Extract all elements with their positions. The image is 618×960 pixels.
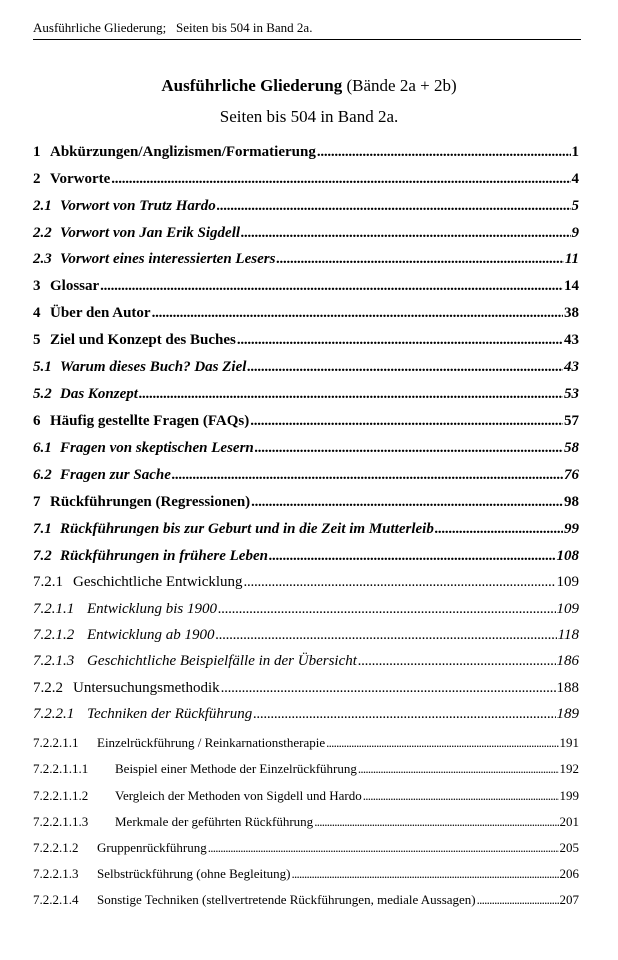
toc-label: Einzelrückführung / Reinkarnationstherapie (97, 735, 326, 750)
toc-page: 99 (564, 521, 579, 537)
toc-page: 43 (564, 359, 579, 375)
toc-entry[interactable] (33, 627, 579, 644)
title-rest: (Bände 2a + 2b) (342, 76, 457, 95)
toc-page: 53 (564, 386, 579, 402)
toc-page: 1 (571, 144, 579, 160)
toc-page: 207 (559, 892, 579, 907)
toc-leader (292, 866, 559, 882)
toc-entry[interactable] (33, 892, 579, 908)
toc-page: 206 (559, 866, 579, 881)
toc-number: 5.1 (33, 359, 52, 375)
toc-label: Fragen von skeptischen Lesern (60, 440, 254, 456)
toc-entry[interactable] (33, 440, 579, 457)
toc-entry[interactable] (33, 332, 579, 349)
toc-leader (253, 706, 555, 723)
toc-number: 6.2 (33, 467, 52, 483)
title-bold: Ausführliche Gliederung (161, 76, 343, 95)
toc-leader (244, 574, 556, 591)
toc-label: Rückführungen bis zur Geburt und in die Zeit im Mutterleib (60, 521, 434, 537)
toc-number: 4 (33, 305, 41, 321)
toc-label: Glossar (50, 278, 100, 294)
running-header: Ausführliche Gliederung; Seiten bis 504 in Band 2a. (33, 20, 313, 35)
toc-number: 7.2.2.1.3 (33, 866, 79, 881)
toc-number: 7.1 (33, 521, 52, 537)
toc-label: Selbstrückführung (ohne Begleitung) (97, 866, 291, 881)
toc-leader (363, 788, 559, 804)
toc-page: 109 (556, 574, 579, 590)
toc-leader (100, 278, 563, 295)
page-subtitle: Seiten bis 504 in Band 2a. (219, 107, 399, 126)
toc-label: Vorwort von Jan Erik Sigdell (60, 225, 241, 241)
toc-entry[interactable] (33, 735, 579, 751)
header-rule (33, 39, 581, 40)
toc-label: Vorwort von Trutz Hardo (60, 198, 216, 214)
toc-page: 57 (564, 413, 579, 429)
toc-page: 43 (564, 332, 579, 348)
toc-page: 109 (556, 601, 579, 617)
toc-label: Über den Autor (50, 305, 151, 321)
toc-page: 14 (564, 278, 579, 294)
toc-number: 2.2 (33, 225, 52, 241)
toc-leader (216, 627, 557, 644)
toc-leader (221, 680, 556, 697)
toc-entry[interactable] (33, 359, 579, 376)
toc-entry[interactable] (33, 494, 579, 511)
toc-number: 1 (33, 144, 41, 160)
toc-page: 9 (571, 225, 579, 241)
toc-page: 205 (559, 840, 579, 855)
toc-label: Geschichtliche Beispielfälle in der Übersicht (87, 653, 357, 669)
toc-label: Geschichtliche Entwicklung (73, 574, 243, 590)
toc-label: Vorwort eines interessierten Lesers (60, 251, 276, 267)
toc-number: 7.2.2.1.4 (33, 892, 79, 907)
toc-leader (251, 494, 563, 511)
toc-page: 201 (559, 814, 579, 829)
toc-number: 3 (33, 278, 41, 294)
toc-leader (237, 332, 563, 349)
toc-leader (269, 548, 556, 565)
toc-number: 7.2.1.2 (33, 627, 75, 643)
toc-number: 7.2 (33, 548, 52, 564)
toc-leader (314, 814, 558, 830)
toc-entry[interactable] (33, 171, 579, 188)
toc-number: 7.2.2.1.1.2 (33, 788, 89, 803)
toc-number: 7.2.2.1.1.1 (33, 761, 89, 776)
toc-entry[interactable] (33, 866, 579, 882)
toc-leader (172, 467, 563, 484)
toc-entry[interactable] (33, 653, 579, 670)
toc-label: Vorworte (50, 171, 111, 187)
toc-leader (358, 761, 559, 777)
toc-number: 7.2.1.3 (33, 653, 75, 669)
toc-entry[interactable] (33, 574, 579, 591)
toc-leader (247, 359, 563, 376)
toc-page: 108 (556, 548, 579, 564)
toc-leader (358, 653, 556, 670)
toc-leader (152, 305, 563, 322)
toc-page: 4 (571, 171, 579, 187)
toc-leader (241, 225, 570, 242)
toc-entry[interactable] (33, 814, 579, 830)
toc-entry[interactable] (33, 413, 579, 430)
toc-leader (255, 440, 563, 457)
toc-entry[interactable] (33, 761, 579, 777)
toc-label: Untersuchungsmethodik (73, 680, 220, 696)
toc-leader (477, 892, 559, 908)
toc-leader (218, 601, 556, 618)
toc-page: 186 (556, 653, 579, 669)
toc-label: Rückführungen in frühere Leben (60, 548, 268, 564)
toc-leader (326, 735, 558, 751)
toc-label: Vergleich der Methoden von Sigdell und Hardo (115, 788, 362, 803)
toc-entry[interactable] (33, 278, 579, 295)
toc-label: Entwicklung ab 1900 (87, 627, 215, 643)
toc-page: 58 (564, 440, 579, 456)
toc-label: Rückführungen (Regressionen) (50, 494, 251, 510)
toc-label: Warum dieses Buch? Das Ziel (60, 359, 247, 375)
toc-label: Fragen zur Sache (60, 467, 171, 483)
toc-label: Sonstige Techniken (stellvertretende Rückführungen, mediale Aussagen) (97, 892, 476, 907)
toc-entry[interactable] (33, 144, 579, 161)
toc-number: 6.1 (33, 440, 52, 456)
toc-number: 7.2.2.1.1 (33, 735, 79, 750)
toc-label: Häufig gestellte Fragen (FAQs) (50, 413, 250, 429)
toc-page: 189 (556, 706, 579, 722)
toc-number: 2.1 (33, 198, 52, 214)
toc-number: 7.2.2.1.1.3 (33, 814, 89, 829)
toc-number: 2 (33, 171, 41, 187)
toc-leader (111, 171, 570, 188)
toc-number: 6 (33, 413, 41, 429)
toc-page: 199 (559, 788, 579, 803)
toc-leader (276, 251, 563, 268)
toc-page: 191 (559, 735, 579, 750)
toc-page: 76 (564, 467, 579, 483)
toc-number: 2.3 (33, 251, 52, 267)
toc-number: 7 (33, 494, 41, 510)
toc-page: 5 (571, 198, 579, 214)
toc-leader (435, 521, 563, 538)
toc-label: Ziel und Konzept des Buches (50, 332, 236, 348)
toc-label: Merkmale der geführten Rückführung (115, 814, 314, 829)
toc-entry[interactable] (33, 305, 579, 322)
toc-label: Abkürzungen/Anglizismen/Formatierung (50, 144, 316, 160)
toc-entry[interactable] (33, 601, 579, 618)
toc-entry[interactable] (33, 548, 579, 565)
toc-entry[interactable] (33, 706, 579, 723)
toc-number: 7.2.1.1 (33, 601, 75, 617)
toc-leader (317, 144, 571, 161)
toc-entry[interactable] (33, 788, 579, 804)
toc-page: 192 (559, 761, 579, 776)
toc-entry[interactable] (33, 198, 579, 215)
toc-number: 5.2 (33, 386, 52, 402)
toc-page: 11 (564, 251, 579, 267)
toc-label: Gruppenrückführung (97, 840, 207, 855)
toc-leader (208, 840, 559, 856)
toc-number: 5 (33, 332, 41, 348)
toc-label: Beispiel einer Methode der Einzelrückführung (115, 761, 357, 776)
toc-page: 118 (557, 627, 579, 643)
toc-label: Das Konzept (60, 386, 138, 402)
toc-number: 7.2.1 (33, 574, 63, 590)
toc-leader (139, 386, 563, 403)
toc-label: Techniken der Rückführung (87, 706, 253, 722)
toc-number: 7.2.2.1.2 (33, 840, 79, 855)
toc-number: 7.2.2.1 (33, 706, 75, 722)
toc-page: 98 (564, 494, 579, 510)
page-title (0, 76, 618, 96)
toc-page: 188 (556, 680, 579, 696)
toc-leader (217, 198, 571, 215)
toc-entry[interactable] (33, 521, 579, 538)
toc-entry[interactable] (33, 386, 579, 403)
toc-entry[interactable] (33, 225, 579, 242)
toc-label: Entwicklung bis 1900 (87, 601, 217, 617)
toc-entry[interactable] (33, 680, 579, 697)
toc-entry[interactable] (33, 840, 579, 856)
toc-leader (250, 413, 563, 430)
toc-page: 38 (564, 305, 579, 321)
toc-number: 7.2.2 (33, 680, 63, 696)
toc-entry[interactable] (33, 467, 579, 484)
toc-entry[interactable] (33, 251, 579, 268)
